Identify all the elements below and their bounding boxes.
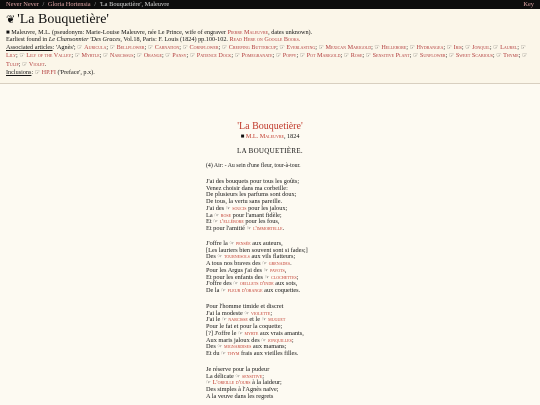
pointing-hand-icon: ☞: [264, 274, 270, 281]
page-title: [6, 12, 109, 28]
inclusions-label: Inclusions: [6, 69, 32, 77]
pointing-hand-icon: ☞: [217, 254, 223, 261]
pointing-hand-icon: ☞: [409, 44, 415, 51]
associated-article-link[interactable]: Everlasting: [286, 43, 316, 51]
associated-article-link[interactable]: Pot Marigold: [306, 52, 341, 60]
author-line-prefix: ■ Maleuvre, M.L. (pseudonym: Marie-Louise Maleuvre, née Le Prince, wife of engraver: [6, 29, 228, 36]
flower-link[interactable]: clochettes: [269, 273, 297, 281]
flower-link[interactable]: l'immortelle: [251, 224, 283, 232]
pointing-hand-icon: ☞: [136, 53, 143, 60]
associated-article-link[interactable]: Lily of the Valley: [26, 52, 72, 60]
associated-article-link[interactable]: Violet: [28, 60, 45, 68]
top-navigation-bar: [0, 0, 540, 9]
poem-line: J'offre la ☞ pensée aux auteurs,: [206, 240, 283, 247]
poem-line: [Les lauriers bien souvent sont si fades;]: [206, 246, 308, 254]
poem-line: Des ☞ mignardises aux mamans;: [206, 343, 287, 351]
google-books-link[interactable]: Read Here on Google Books.: [229, 36, 301, 44]
associated-article-link[interactable]: Laurel: [500, 43, 518, 51]
poem-line: J'offre des ☞ oeillets d'inde aux sots,: [206, 280, 298, 288]
flower-link[interactable]: l'ellébore: [218, 218, 244, 226]
pointing-hand-icon: ☞: [448, 53, 455, 60]
associated-article-link[interactable]: Poppy: [282, 52, 297, 60]
pointing-hand-icon: ☞: [263, 267, 269, 274]
pointing-hand-icon: ☞: [74, 53, 80, 60]
flower-link[interactable]: narcisse: [226, 316, 248, 324]
associated-article-link[interactable]: Narcissus: [109, 52, 134, 60]
pointing-hand-icon: ☞: [246, 225, 252, 232]
poem-line: Des simples à l'Agnès naïve;: [206, 386, 279, 394]
poem-line: Venez choisir dans ma corbeille:: [206, 184, 288, 192]
flower-link[interactable]: thym: [226, 349, 240, 357]
associated-article-link[interactable]: Orange: [143, 52, 162, 60]
poem-line: Pour les Argus j'ai des ☞ pavots,: [206, 266, 287, 274]
pointing-hand-icon: ☞: [221, 350, 227, 357]
stanza-4: [206, 367, 282, 401]
poem-line: A tous nos braves des ☞ grenades.: [206, 260, 292, 268]
pointing-hand-icon: ☞: [520, 44, 526, 51]
associated-article-link[interactable]: Sunflower: [419, 52, 446, 60]
pointing-hand-icon: ☞: [234, 53, 240, 60]
poem-line: J'ai des bouquets pour tous les goûts;: [206, 178, 300, 185]
author-line: [6, 29, 534, 36]
pointing-hand-icon: ☞: [214, 212, 220, 219]
pointing-hand-icon: ☞: [19, 53, 25, 60]
associated-article-link[interactable]: Hellebore: [381, 43, 407, 51]
breadcrumb: [6, 0, 169, 9]
stanza-2: [206, 241, 308, 295]
flower-link[interactable]: violette: [249, 309, 271, 317]
stanza-1: [206, 179, 299, 233]
pointing-hand-icon: ☞: [21, 61, 28, 68]
associated-article-link[interactable]: Bellflower: [116, 43, 145, 51]
pointing-hand-icon: ☞: [165, 53, 171, 60]
flower-link[interactable]: pavots: [268, 266, 285, 274]
article-header: [0, 9, 540, 83]
associated-article-link[interactable]: Patience Dock: [196, 52, 232, 60]
poem-line: Pour le fat et pour la coquette;: [206, 323, 283, 331]
associated-article-link[interactable]: Iris: [453, 43, 462, 51]
breadcrumb-current: 'La Bouquetière', Maleuvre: [99, 1, 170, 8]
pointing-hand-icon: ☞: [493, 44, 499, 51]
flower-link[interactable]: L'oreille d'ours: [211, 379, 251, 387]
flower-link[interactable]: rose: [219, 211, 232, 219]
pointing-hand-icon: ☞: [261, 337, 267, 344]
earliest-source: Le Chansonnier 'Des Graces: [48, 36, 121, 44]
pointing-hand-icon: ☞: [365, 53, 372, 60]
poem-title: 'La Bouquetière': [237, 121, 303, 132]
poem-line: La délicate ☞ sensitive;: [206, 372, 264, 380]
pointing-hand-icon: ☞: [262, 261, 268, 268]
poem-line: J'ai le ☞ narcisse et le ☞ muguet: [206, 316, 286, 324]
inclusions-suffix: ('Preface', p.x).: [55, 69, 95, 77]
poem-line: De plusieurs les parfums sont doux;: [206, 191, 297, 199]
breadcrumb-separator: /: [42, 1, 45, 8]
poem-line: Des ☞ tournesols aux vils flatteurs;: [206, 253, 296, 261]
poem-line: J'ai des ☞ soucis pour les jaloux;: [206, 204, 288, 212]
associated-articles: Associated articles: 'Agnès'; ☞ Auricula; ☞ Bellflower; ☞ Carnation; ☞ Cornflower; ☞ Creeping Buttercup; ☞ Everlasting; ☞ Mexican Marigold; ☞ Hellebore; ☞ Hydrangea; ☞ Iris; ☞ Jonquil; ☞ Laurel; ☞ Lily; ☞ Lily of the Valley; ☞ Myrtle; ☞ Narcissus; ☞ Orange; ☞ Pansy; ☞ Patience Dock; ☞ Pomegranate; ☞ Poppy; ☞ Pot Marigold; ☞ Rose; ☞ Sensitive Plant; ☞ Sunflower; ☞ Sweet Scabious; ☞ Thyme; ☞ Tulip; ☞ Violet.: [6, 43, 528, 68]
associated-article-link[interactable]: Carnation: [154, 43, 180, 51]
pointing-hand-icon: ☞: [343, 53, 350, 60]
poem-author-line: ■ M.L. Maleuvre, 1824: [240, 133, 300, 140]
flower-link[interactable]: sensitive: [240, 372, 263, 380]
pointing-hand-icon: ☞: [221, 317, 227, 324]
poem-line: ☞ L'oreille d'ours à la laideur;: [206, 379, 282, 387]
poem-line: Et du ☞ thym frais aux vieilles filles.: [206, 349, 299, 357]
pointing-hand-icon: ☞: [235, 373, 241, 380]
author-link[interactable]: Pierre Maleuvre: [227, 29, 269, 36]
pointing-hand-icon: ☞: [34, 70, 41, 77]
article-metadata: [6, 29, 534, 77]
pointing-hand-icon: ☞: [182, 44, 188, 51]
poem-line: De tous, la vertu sans pareille.: [206, 198, 283, 206]
flower-link[interactable]: fleur d'orange: [226, 286, 263, 294]
poem-year: , 1824: [283, 133, 300, 140]
pointing-hand-icon: ☞: [261, 317, 267, 324]
poem-line: De la ☞ fleur d'orange aux coquettes.: [206, 286, 301, 294]
associated-article-link[interactable]: Sweet Scabious: [455, 52, 493, 60]
associated-article-link[interactable]: Myrtle: [81, 52, 100, 60]
pointing-hand-icon: ☞: [496, 53, 502, 60]
pointing-hand-icon: ☞: [244, 310, 250, 317]
associated-article-link[interactable]: Sensitive Plant: [372, 52, 410, 60]
pointing-hand-icon: ☞: [77, 44, 83, 51]
inclusions-line: Inclusions: ☞ HP.FI ('Preface', p.x).: [6, 69, 95, 77]
inclusions-link[interactable]: HP.FI: [41, 69, 56, 77]
pointing-hand-icon: ☞: [221, 44, 228, 51]
associated-article-link[interactable]: Auricula: [84, 43, 107, 51]
poem-line: [?] J'offre le ☞ myrte aux vrais amants,: [206, 329, 304, 337]
poem-line: Je réserve pour la pudeur: [206, 366, 270, 373]
pointing-hand-icon: ☞: [279, 44, 285, 51]
pointing-hand-icon: ☞: [225, 205, 231, 212]
flower-link[interactable]: myrte: [242, 329, 259, 337]
breadcrumb-link-never-never[interactable]: Never Never: [6, 1, 39, 8]
pointing-hand-icon: ☞: [521, 53, 528, 60]
earliest-prefix: Earliest found in: [6, 36, 49, 44]
key-link[interactable]: Key: [523, 1, 534, 8]
poem-air-note: (4) Air: - Au sein d'une fleur, tour-à-tour.: [206, 163, 301, 169]
pointing-hand-icon: ☞: [189, 53, 196, 60]
poem-line: Pour l'homme timide et discret: [206, 303, 284, 310]
associated-article-link[interactable]: Hydrangea: [416, 43, 444, 51]
pointing-hand-icon: ☞: [229, 241, 235, 247]
associated-article-link[interactable]: Creeping Buttercup: [228, 43, 277, 51]
breadcrumb-separator: /: [94, 1, 96, 8]
pointing-hand-icon: ☞: [233, 281, 239, 288]
poem-line: Et pour les enfants des ☞ clochettes;: [206, 273, 299, 281]
breadcrumb-link-gloria-hortensia[interactable]: Gloria Hortensia: [47, 1, 91, 8]
associated-article-link[interactable]: Mexican Marigold: [325, 43, 372, 51]
flower-link[interactable]: tournesols: [222, 253, 250, 261]
associated-article-link[interactable]: Jonquil: [472, 43, 490, 51]
pointing-hand-icon: ☞: [213, 219, 219, 226]
flower-link[interactable]: oeillets d'inde: [238, 280, 274, 288]
pointing-hand-icon: ☞: [237, 330, 243, 337]
pointing-hand-icon: ☞: [465, 44, 471, 51]
pointing-hand-icon: ☞: [374, 44, 380, 51]
associated-article-link[interactable]: Thyme: [503, 52, 519, 60]
poem-line: A la veuve dans les regrets: [206, 392, 274, 400]
floral-heart-icon: ❦: [6, 14, 16, 26]
poem-page: [0, 84, 540, 405]
poem-author: M.L. Maleuvre: [245, 133, 284, 140]
poem-line: Et ☞ l'ellébore pour les fous,: [206, 218, 280, 226]
associated-article-link[interactable]: Cornflower: [189, 43, 219, 51]
associated-article-link[interactable]: Lily: [6, 52, 17, 60]
flower-link[interactable]: muguet: [266, 316, 286, 324]
poem-line: J'ai la modeste ☞ violette;: [206, 309, 273, 317]
associated-articles-label: Associated articles: [6, 43, 53, 51]
associated-article-link[interactable]: Rose: [350, 52, 363, 60]
associated-article-link[interactable]: Tulip: [6, 60, 19, 68]
flower-link[interactable]: soucis: [230, 204, 247, 212]
earliest-found-line: [6, 36, 534, 43]
poem-line: Et pour l'amitié ☞ l'immortelle.: [206, 224, 285, 232]
author-line-suffix: , dates unknown).: [268, 29, 313, 36]
pointing-hand-icon: ☞: [109, 44, 116, 51]
page-title-text: 'La Bouquetière': [17, 12, 109, 27]
pointing-hand-icon: ☞: [299, 53, 306, 60]
pointing-hand-icon: ☞: [318, 44, 324, 51]
poem-line: La ☞ rose pour l'amant fidèle;: [206, 211, 282, 219]
pointing-hand-icon: ☞: [412, 53, 419, 60]
stanza-3: [206, 304, 304, 358]
associated-article-link[interactable]: Pomegranate: [241, 52, 273, 60]
flower-link[interactable]: pensée: [234, 240, 251, 247]
poem-line: Aux maris jaloux des ☞ jonquilles;: [206, 336, 294, 344]
flower-link[interactable]: jonquilles: [266, 336, 292, 344]
pointing-hand-icon: ☞: [217, 344, 223, 351]
poem-heading: LA BOUQUETIÈRE.: [237, 147, 303, 155]
flower-link[interactable]: mignardises: [222, 343, 252, 351]
pointing-hand-icon: ☞: [147, 44, 154, 51]
pointing-hand-icon: ☞: [206, 380, 212, 387]
flower-link[interactable]: grenades: [267, 260, 291, 268]
associated-article-text: 'Agnès': [55, 43, 74, 51]
pointing-hand-icon: ☞: [102, 53, 109, 60]
pointing-hand-icon: ☞: [446, 44, 453, 51]
associated-article-link[interactable]: Pansy: [172, 52, 187, 60]
earliest-suffix: , Vol.18, Paris: F. Louis (1824) pp.100-102.: [120, 36, 230, 44]
pointing-hand-icon: ☞: [221, 287, 227, 294]
pointing-hand-icon: ☞: [275, 53, 282, 60]
